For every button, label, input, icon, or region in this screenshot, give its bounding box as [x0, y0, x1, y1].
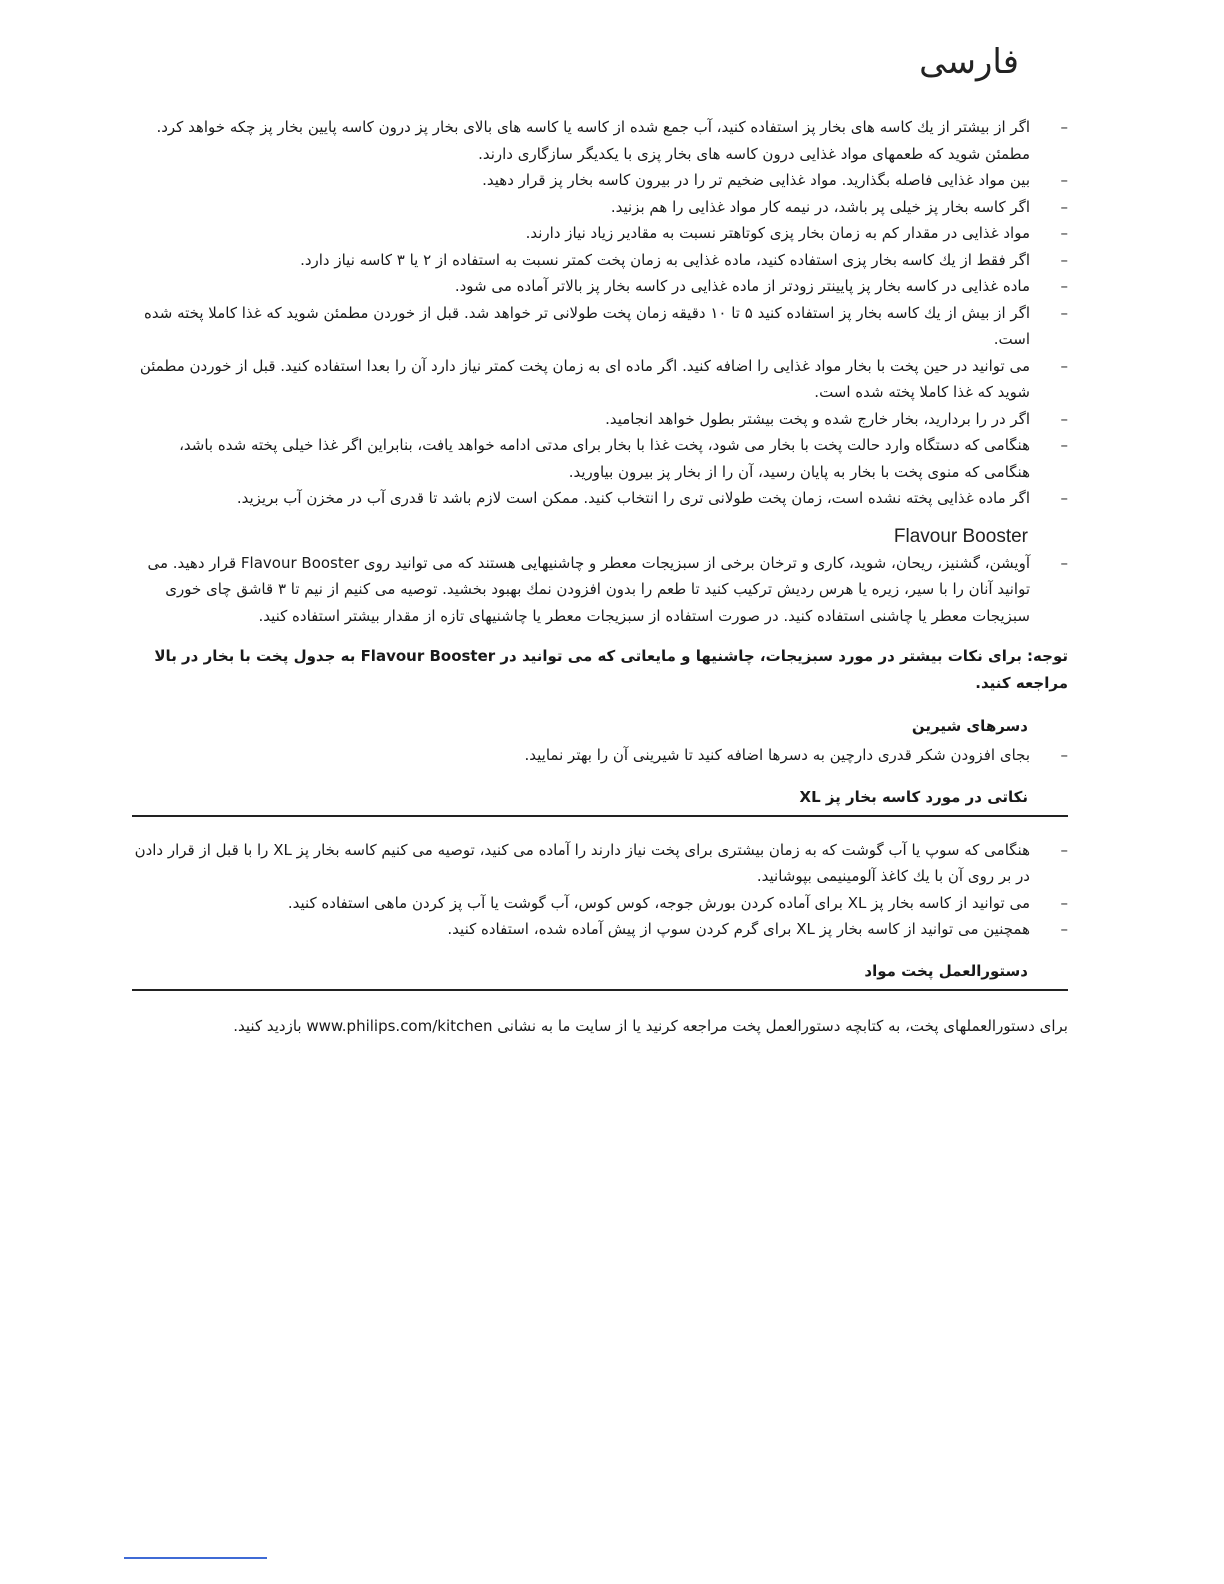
steaming-tips-list	[132, 114, 1068, 512]
list-item: – اگر ماده غذایی پخته نشده است، زمان پخت طولانی تری را انتخاب کنید. ممکن است لازم باشد تا قدری آب در مخزن آب بریزید.	[132, 485, 1068, 512]
list-item: – اگر در را بردارید، بخار خارج شده و پخت بیشتر بطول خواهد انجامید.	[132, 406, 1068, 433]
list-item: – اگر کاسه بخار پز خیلی پر باشد، در نیمه کار مواد غذایی را هم بزنید.	[132, 194, 1068, 221]
list-item: – می توانید از کاسه بخار پز XL برای آماده کردن بورش جوجه، کوس کوس، آب گوشت یا آب پز کردن ماهی استفاده کنید.	[132, 890, 1068, 917]
list-item: – هنگامی که دستگاه وارد حالت پخت با بخار می شود، پخت غذا با بخار برای مدتی ادامه خواهد یافت، بنابراین اگر غذا خیلی پخته شده باشد، هنگامی که منوی پخت با بخار به پایان رسید، آن را از بخار پز بیرون بیاورید.	[132, 432, 1068, 485]
list-item: – مواد غذایی در مقدار کم به زمان بخار پزی کوتاهتر نسبت به مقادیر زیاد نیاز دارند.	[132, 220, 1068, 247]
list-item: – اگر فقط از یك كاسه بخار پزی استفاده کنید، ماده غذایی به زمان پخت کمتر نسبت به استفاده از ۲ یا ۳ کاسه نیاز دارد.	[132, 247, 1068, 274]
desserts-list	[132, 742, 1068, 769]
recipes-text: برای دستورالعملهای پخت، به کتابچه دستورالعمل پخت مراجعه کرنید یا از سایت ما به نشانی www.philips.com/kitchen بازدید کنید.	[233, 1016, 1068, 1035]
flavour-booster-heading: Flavour Booster	[893, 525, 1028, 547]
list-item: – ماده غذایی در کاسه بخار پز پایینتر زودتر از ماده غذایی در کاسه بخار پز بالاتر آماده می شود.	[132, 273, 1068, 300]
list-item: – همچنین می توانید از کاسه بخار پز XL برای گرم کردن سوپ از پیش آماده شده، استفاده کنید.	[132, 916, 1068, 943]
desserts-heading: دسرهای شیرین	[911, 717, 1028, 735]
list-item: – هنگامی که سوپ یا آب گوشت که به زمان بیشتری برای پخت نیاز دارند را آماده می کنید، توصیه می کنیم کاسه بخار پز XL را با قبل از قرار دادن در بر روی آن با یك كاغذ آلومینیمی بپوشانید.	[132, 837, 1068, 890]
xl-bowl-list	[132, 837, 1068, 943]
flavour-booster-list	[132, 550, 1068, 630]
list-item: – بین مواد غذایی فاصله بگذارید. مواد غذایی ضخیم تر را در بیرون کاسه بخار پز قرار دهید.	[132, 167, 1068, 194]
list-item: – می توانید در حین پخت با بخار مواد غذایی را اضافه کنید. اگر ماده ای به زمان پخت کمتر نیاز دارد آن را بعدا استفاده کنید. قبل از خوردن مطمئن شوید که غذا کاملا پخته شده است.	[132, 353, 1068, 406]
xl-bowl-heading: نکاتی در مورد کاسه بخار پز XL	[132, 785, 1068, 817]
recipes-heading: دستورالعمل پخت مواد	[132, 959, 1068, 991]
list-item: – بجای افزودن شکر قدری دارچین به دسرها اضافه کنید تا شیرینی آن را بهتر نمایید.	[132, 742, 1068, 769]
page-content	[132, 114, 1068, 1039]
list-item: – آویشن، گشنیز، ریحان، شوید، کاری و ترخان برخی از سبزیجات معطر و چاشنیهایی هستند که می توانید روی Flavour Booster قرار دهید. می توانید آنان را با سیر، زیره یا هرس ردیش ترکیب کنید تا طعم را بدون افزودن نمك بهبود بخشید. توصیه می کنیم از نیم تا ۳ قاشق چای خوری سبزیجات معطر یا چاشنی استفاده کنید. در صورت استفاده از سبزیجات معطر یا چاشنیهای تازه از مقدار بیشتر استفاده کنید.	[132, 550, 1068, 630]
list-item: – اگر از بیشتر از یك كاسه های بخار پز استفاده کنید، آب جمع شده از کاسه یا کاسه های بالای بخار پز درون کاسه پایین بخار پز چکه خواهد کرد. مطمئن شوید که طعمهای مواد غذایی درون کاسه های بخار پزی با یکدیگر سازگاری دارند.	[132, 114, 1068, 167]
page-title: فارسی	[919, 42, 1019, 82]
footer-divider	[124, 1557, 267, 1559]
list-item: – اگر از بیش از یك كاسه بخار پز استفاده کنید ۵ تا ۱۰ دقیقه زمان پخت طولانی تر خواهد شد. قبل از خوردن مطمئن شوید که غذا کاملا پخته شده است.	[132, 300, 1068, 353]
flavour-note: توجه: برای نکات بیشتر در مورد سبزیجات، چاشنیها و مایعاتی که می توانید در Flavour Booster به جدول پخت با بخار در بالا مراجعه کنید.	[154, 647, 1068, 692]
